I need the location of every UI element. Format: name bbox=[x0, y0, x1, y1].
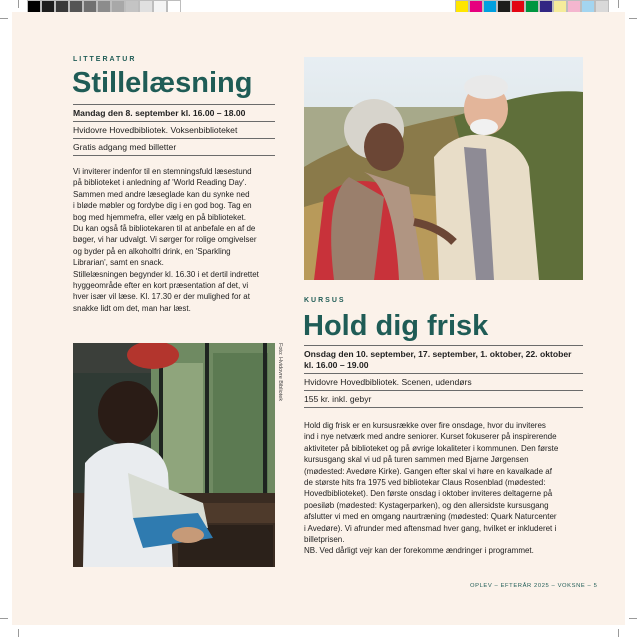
crop-mark bbox=[629, 18, 637, 19]
left-section-label: LITTERATUR bbox=[73, 56, 137, 63]
body-line: kursusgang skal vi ud på turen sammen med Bjarne Jørgensen bbox=[304, 455, 529, 465]
crop-mark bbox=[0, 618, 8, 619]
body-line: Vi inviterer indenfor til en stemningsfuld læsestund bbox=[73, 167, 252, 176]
body-line: Sammen med andre læseglade kan du synke ned bbox=[73, 189, 250, 199]
divider bbox=[304, 373, 583, 374]
event-dates-line: Onsdag den 10. september, 17. september, 1. oktober, 22. oktober bbox=[304, 349, 572, 359]
body-line: Du kan også få bibliotekaren til at anbefale en af de bbox=[73, 224, 256, 234]
crop-mark bbox=[629, 618, 637, 619]
library-reading-photo bbox=[73, 343, 275, 567]
right-article-body bbox=[304, 420, 587, 557]
left-event-location: Hvidovre Hovedbibliotek. Voksenbiblioteket bbox=[73, 125, 238, 135]
body-line: bøger, vi har udvalgt. Vi sørger for rolige omgivelser bbox=[73, 235, 257, 245]
body-line: Stillelæsningen begynder kl. 16.30 i et dertil indrettet bbox=[73, 269, 259, 279]
seniors-walking-photo bbox=[304, 57, 583, 280]
right-article-title: Hold dig frisk bbox=[303, 310, 489, 342]
divider bbox=[73, 104, 275, 105]
crop-mark bbox=[618, 0, 619, 8]
divider bbox=[73, 121, 275, 122]
left-article-title: Stillelæsning bbox=[72, 67, 253, 99]
left-event-price: Gratis adgang med billetter bbox=[73, 142, 177, 152]
divider bbox=[73, 138, 275, 139]
body-line: NB. Ved dårligt vejr kan der forekomme ændringer i programmet. bbox=[304, 546, 534, 556]
divider bbox=[304, 407, 583, 408]
left-event-date: Mandag den 8. september kl. 16.00 – 18.00 bbox=[73, 108, 246, 118]
photo-credit: Foto: Hvidovre Bibliotek bbox=[277, 343, 283, 402]
body-line: Hold dig frisk er en kursusrække over fire onsdage, hvor du inviteres bbox=[304, 421, 546, 430]
crop-mark bbox=[0, 18, 8, 19]
body-line: hver især vil læse. Kl. 17.30 er der mulighed for at bbox=[73, 292, 250, 302]
right-section-label: KURSUS bbox=[304, 297, 346, 304]
body-line: på biblioteket i anledning af 'World Reading Day'. bbox=[73, 178, 247, 188]
divider bbox=[304, 390, 583, 391]
divider bbox=[304, 345, 583, 346]
body-line: (mødested: Avedøre Kirke). Gangen efter skal vi høre en kavalkade af bbox=[304, 466, 552, 476]
body-line: poesiløb (mødested: Kystagerparken), og den allersidste kursusgang bbox=[304, 500, 549, 510]
body-line: i Avedøre). Vi afrunder med aftensmad hver gang, hvilket er inkluderet i bbox=[304, 523, 557, 533]
body-line: billetprisen. bbox=[304, 535, 345, 545]
right-event-dates bbox=[304, 349, 586, 371]
crop-mark bbox=[618, 629, 619, 637]
event-time-line: kl. 16.00 – 19.00 bbox=[304, 360, 369, 370]
body-line: og byder på en alkoholfri drink, en 'Sparkling bbox=[73, 246, 231, 256]
body-line: de største hits fra 1975 ved bibliotekar Claus Rosenblad (mødested: bbox=[304, 478, 546, 488]
right-event-price: 155 kr. inkl. gebyr bbox=[304, 394, 372, 404]
body-line: Librarian', samt en snack. bbox=[73, 258, 164, 268]
crop-mark bbox=[18, 629, 19, 637]
body-line: afslutter vi med en omgang naurtræning (mødested: Quark Naturcenter bbox=[304, 512, 557, 522]
body-line: bog med hjemmefra, eller vælg en på biblioteket. bbox=[73, 212, 246, 222]
body-line: hyggeområde efter en kort præsentation af det, vi bbox=[73, 281, 249, 291]
body-line: Hovedbiblioteket). Den første onsdag i oktober inviteres deltagerne på bbox=[304, 489, 553, 499]
body-line: ind i nye netværk med andre seniorer. Kurset fokuserer på inspirerende bbox=[304, 432, 557, 442]
divider bbox=[73, 155, 275, 156]
right-event-location: Hvidovre Hovedbibliotek. Scenen, udendørs bbox=[304, 377, 472, 387]
body-line: i bløde møbler og fordybe dig i en god bog. Tag en bbox=[73, 201, 252, 211]
page-footer: OPLEV – EFTERÅR 2025 – VOKSNE – 5 bbox=[470, 583, 598, 589]
body-line: aktiviteter på biblioteket og på øvrige lokaliteter i kommunen. Den første bbox=[304, 443, 559, 453]
left-article-body bbox=[73, 166, 283, 314]
body-line: snakke lidt om det, man har læst. bbox=[73, 303, 191, 313]
crop-mark bbox=[18, 0, 19, 8]
